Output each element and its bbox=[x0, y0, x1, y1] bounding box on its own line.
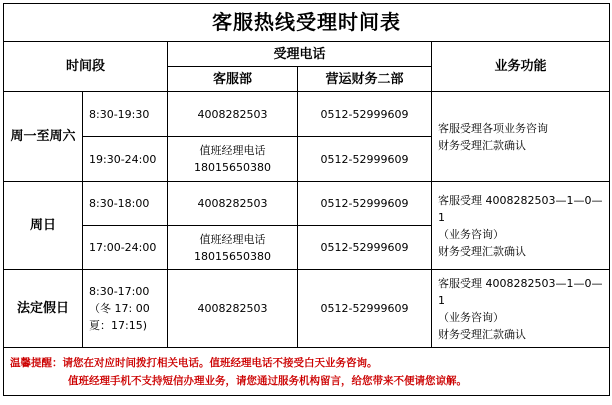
finance-phone: 0512-52999609 bbox=[298, 182, 432, 226]
duty-manager-label: 值班经理电话 bbox=[199, 232, 266, 246]
header-time-period: 时间段 bbox=[4, 42, 168, 92]
time-slot: 8:30-17:00 bbox=[89, 285, 150, 298]
function-line: （业务咨询） bbox=[438, 227, 504, 241]
cs-duty-manager-cell bbox=[168, 226, 298, 270]
header-phone-group: 受理电话 bbox=[168, 42, 432, 67]
notice-box bbox=[4, 348, 610, 396]
finance-phone: 0512-52999609 bbox=[298, 226, 432, 270]
schedule-sheet bbox=[3, 3, 609, 402]
duty-manager-label: 值班经理电话 bbox=[199, 144, 266, 157]
finance-phone: 0512-52999609 bbox=[298, 270, 432, 348]
cs-phone: 4008282503 bbox=[168, 182, 298, 226]
business-function-cell bbox=[432, 182, 610, 270]
hotline-schedule-table bbox=[3, 3, 610, 396]
day-sunday: 周日 bbox=[4, 182, 83, 270]
finance-phone: 0512-52999609 bbox=[298, 92, 432, 137]
time-slot: 19:30-24:00 bbox=[83, 137, 168, 182]
function-line: 客服受理 4008282503—1—0—1 bbox=[438, 193, 603, 224]
time-note: 夏：17:15) bbox=[89, 319, 147, 332]
notice-text-1: 请您在对应时间拨打相关电话。值班经理电话不接受白天业务咨询。 bbox=[62, 356, 378, 369]
header-business-function: 业务功能 bbox=[432, 42, 610, 92]
time-slot: 8:30-19:30 bbox=[83, 92, 168, 137]
cs-phone: 4008282503 bbox=[168, 92, 298, 137]
notice-label: 温馨提醒： bbox=[10, 356, 63, 369]
business-function-cell bbox=[432, 92, 610, 182]
function-line: 客服受理各项业务咨询 bbox=[438, 121, 548, 135]
duty-manager-phone: 18015650380 bbox=[194, 249, 271, 263]
duty-manager-phone: 18015650380 bbox=[194, 161, 271, 174]
holiday-time-cell bbox=[83, 270, 168, 348]
cs-phone: 4008282503 bbox=[168, 270, 298, 348]
notice-text-2: 值班经理手机不支持短信办理业务，请您通过服务机构留言，给您带来不便请您谅解。 bbox=[68, 374, 467, 387]
function-line: （业务咨询） bbox=[438, 310, 504, 324]
cs-duty-manager-cell bbox=[168, 137, 298, 182]
table-row bbox=[4, 92, 610, 137]
function-line: 客服受理 4008282503—1—0—1 bbox=[438, 276, 603, 307]
function-line: 财务受理汇款确认 bbox=[438, 327, 526, 341]
header-finance-dept: 营运财务二部 bbox=[298, 67, 432, 92]
function-line: 财务受理汇款确认 bbox=[438, 244, 526, 258]
day-weekday: 周一至周六 bbox=[4, 92, 83, 182]
business-function-cell bbox=[432, 270, 610, 348]
table-row bbox=[4, 270, 610, 348]
function-line: 财务受理汇款确认 bbox=[438, 138, 526, 152]
header-customer-service: 客服部 bbox=[168, 67, 298, 92]
time-slot: 8:30-18:00 bbox=[83, 182, 168, 226]
day-holiday: 法定假日 bbox=[4, 270, 83, 348]
time-slot: 17:00-24:00 bbox=[83, 226, 168, 270]
table-title: 客服热线受理时间表 bbox=[4, 4, 610, 42]
table-row bbox=[4, 182, 610, 226]
finance-phone: 0512-52999609 bbox=[298, 137, 432, 182]
notice-line-1 bbox=[10, 354, 603, 372]
time-note: （冬 17: 00 bbox=[89, 302, 150, 315]
